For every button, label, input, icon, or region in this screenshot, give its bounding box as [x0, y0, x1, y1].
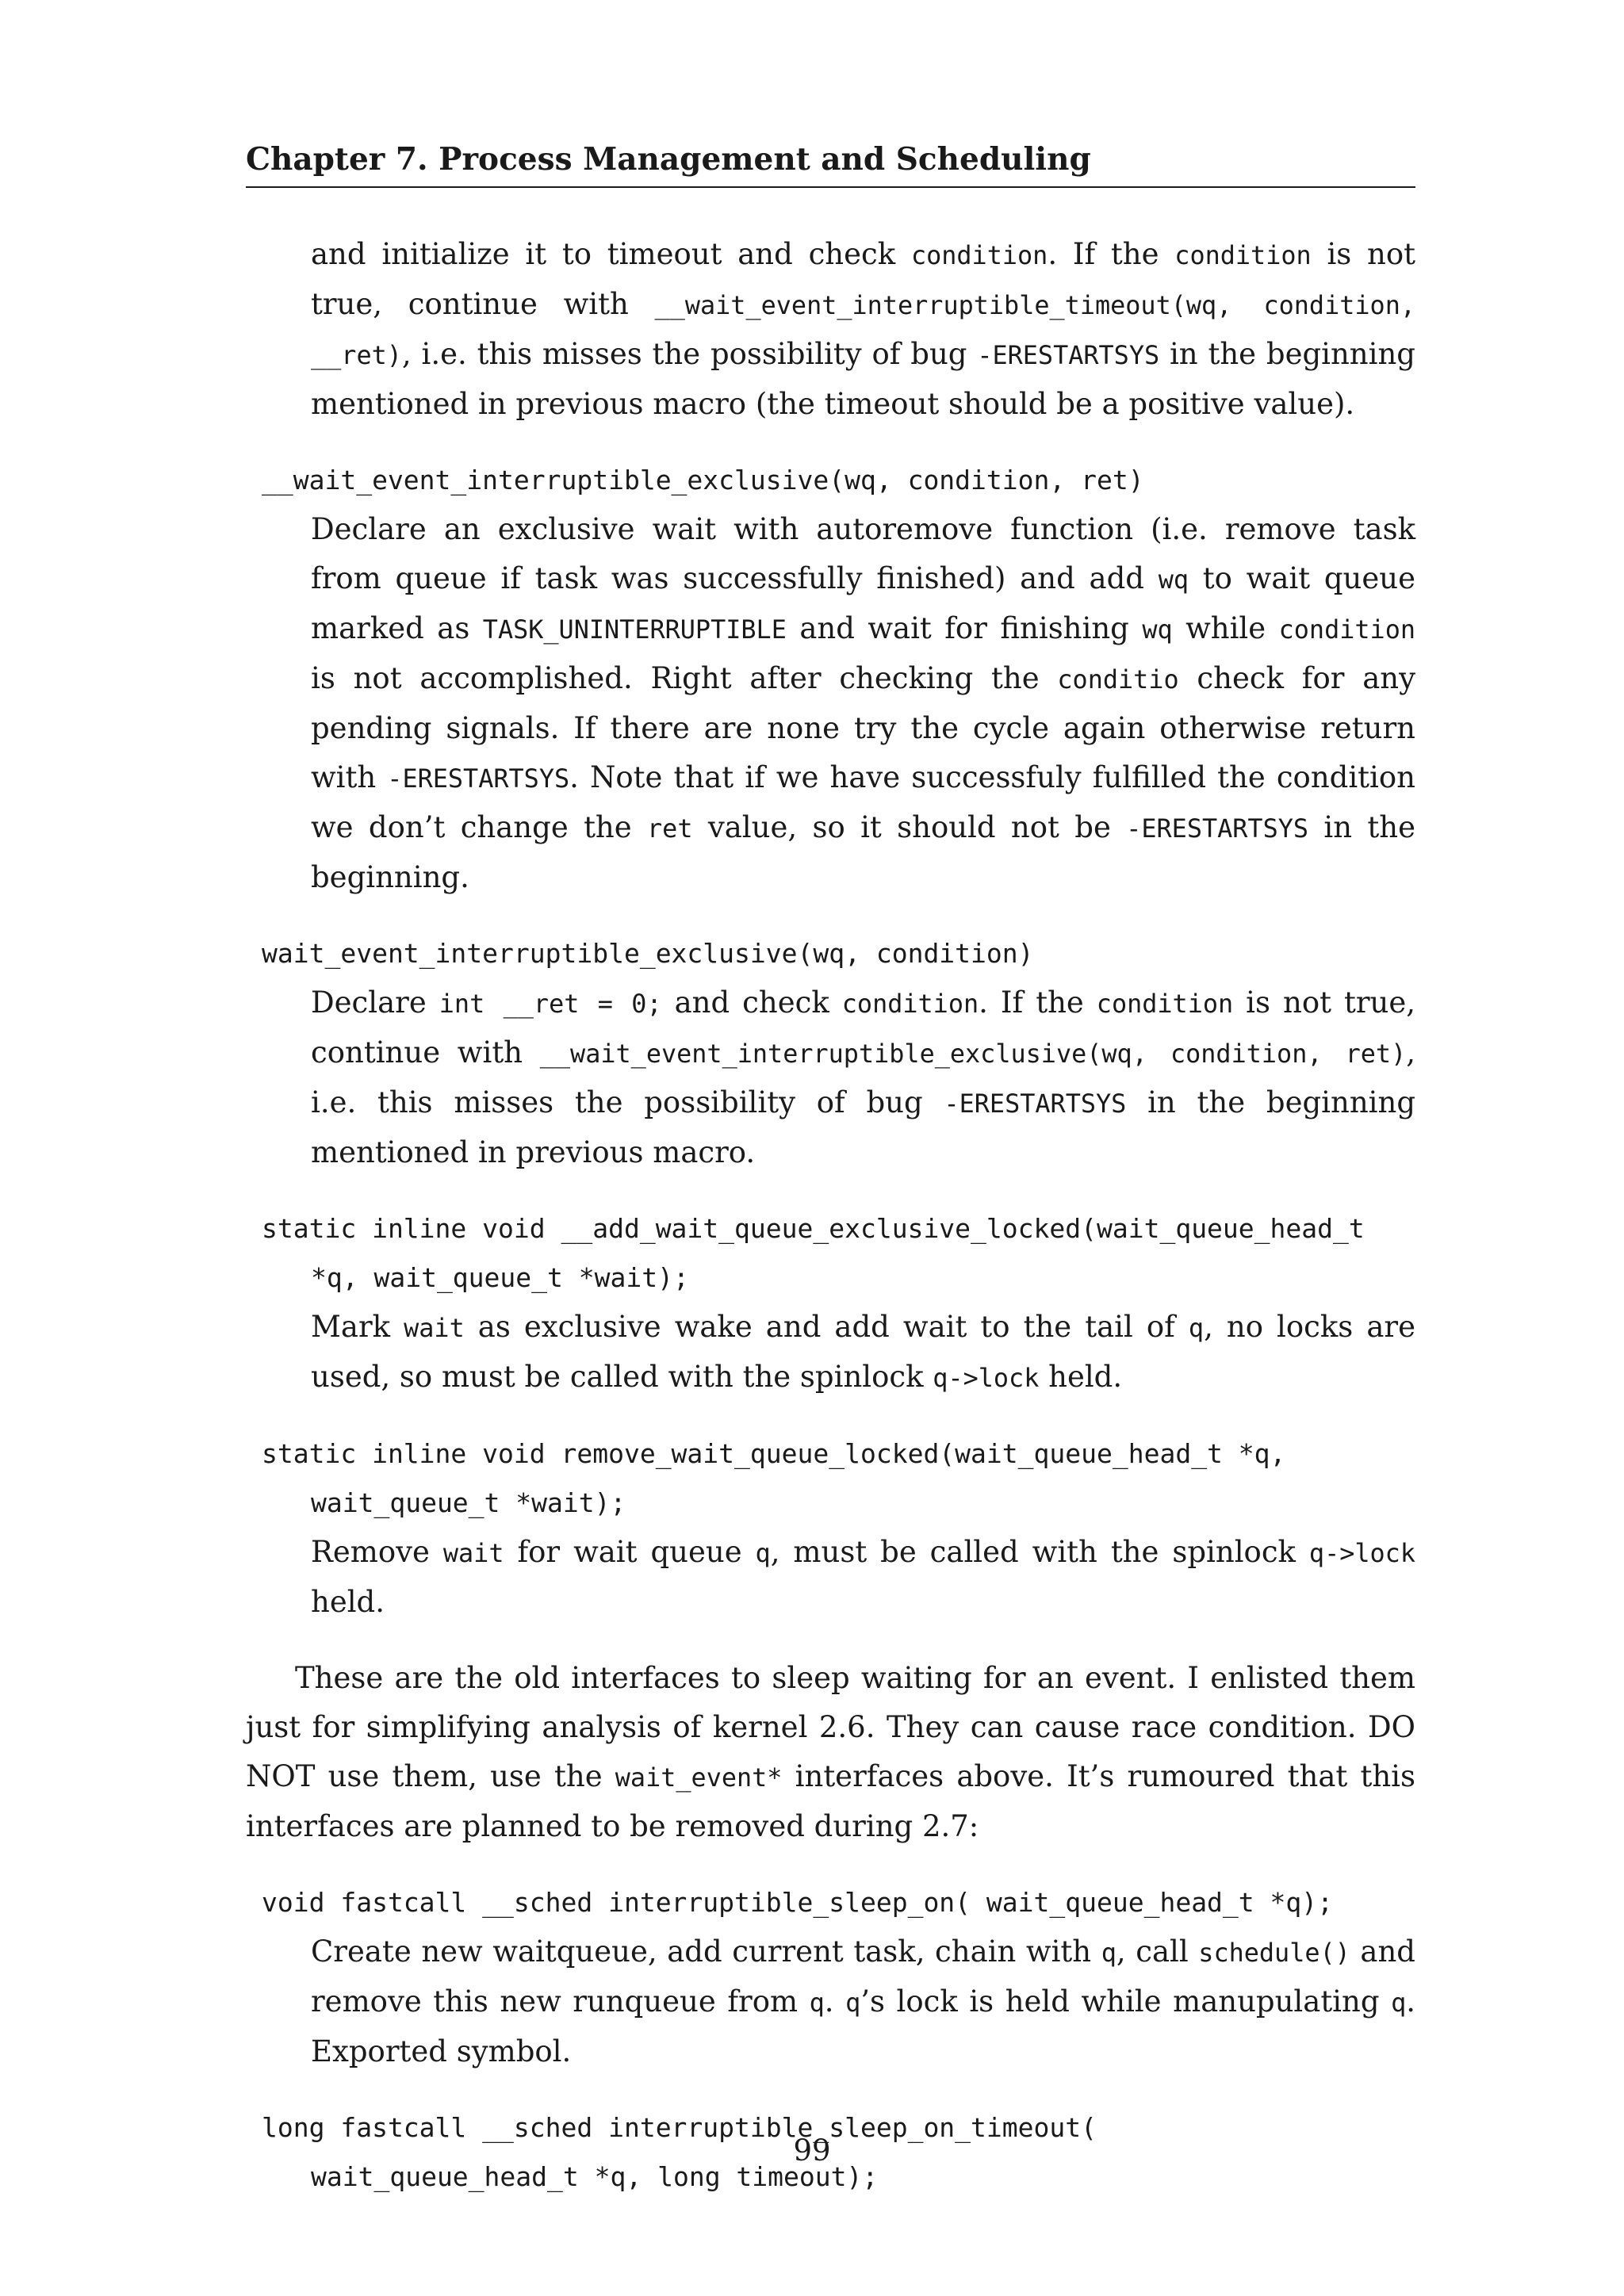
code-run: conditio	[1057, 664, 1179, 695]
code-run: -ERESTARTSYS	[944, 1089, 1127, 1119]
text-run: Create new waitqueue, add current task, chain with	[311, 1934, 1101, 1969]
function-signature-continued: *q, wait_queue_t *wait);	[311, 1262, 689, 1293]
code-run: condition	[1096, 989, 1234, 1019]
function-signature-continued: wait_queue_t *wait);	[311, 1487, 626, 1518]
function-signature: void fastcall __sched interruptible_sleep_on( wait_queue_head_t *q);	[262, 1887, 1334, 1918]
function-signature: __wait_event_interruptible_exclusive(wq, condition, ret)	[262, 465, 1144, 496]
code-run: q	[1391, 1988, 1407, 2018]
text-run: and initialize it to timeout and check	[311, 237, 911, 271]
text-run: check for any pending signals. If there are none try the cycle again otherwise return with	[311, 661, 1415, 794]
text-run: These are the old interfaces to sleep waiting for an event. I enlisted them just for simplifying analysis of kernel 2.6. They can cause race condition. DO NOT use them, use the	[246, 1661, 1415, 1793]
definition-entry	[246, 1429, 1415, 1627]
function-signature: static inline void __add_wait_queue_exclusive_locked(wait_queue_head_t	[262, 1213, 1365, 1244]
code-run: __wait_event_interruptible_timeout(wq, condition, __ret)	[311, 290, 1416, 370]
text-run: , no locks are used, so must be called with the spinlock	[311, 1310, 1415, 1394]
code-run: q->lock	[1308, 1538, 1415, 1568]
text-run: and wait for finishing	[786, 611, 1143, 645]
text-run: Declare	[311, 985, 439, 1020]
body-paragraph	[246, 1654, 1415, 1851]
text-run: and check	[661, 985, 842, 1020]
intro-paragraph	[311, 230, 1415, 429]
text-run: held.	[1039, 1360, 1123, 1394]
text-run: in the beginning mentioned in previous macro.	[311, 1085, 1415, 1169]
code-run: wq	[1158, 564, 1189, 595]
text-run: . Exported symbol.	[311, 1984, 1416, 2068]
page-number: 99	[793, 2133, 831, 2168]
code-run: condition	[841, 989, 979, 1019]
code-run: TASK_UNINTERRUPTIBLE	[482, 614, 787, 645]
text-run: and remove this new runqueue from	[311, 1934, 1415, 2019]
text-run: .	[824, 1984, 846, 2019]
text-run: as exclusive wake and add wait to the tail of	[464, 1310, 1189, 1344]
definition-entry	[246, 929, 1415, 1177]
function-signature: long fastcall __sched interruptible_sleep_on_timeout(	[262, 2112, 1097, 2143]
code-run: q	[1188, 1313, 1205, 1343]
code-run: q	[755, 1538, 771, 1568]
function-description	[311, 1927, 1415, 2076]
code-run: q->lock	[933, 1363, 1040, 1393]
code-run: wait	[442, 1538, 504, 1568]
definition-entry	[246, 456, 1415, 902]
code-run: condition	[1278, 614, 1415, 645]
code-run: q	[1101, 1938, 1116, 1968]
text-run: , i.e. this misses the possibility of bug	[401, 337, 978, 371]
code-run: q	[809, 1988, 825, 2018]
text-run: interfaces above. It’s rumoured that this interfaces are planned to be removed during 2.7:	[246, 1759, 1415, 1843]
text-run: to wait queue marked as	[311, 561, 1416, 645]
text-run: in the beginning.	[311, 810, 1416, 894]
text-run: . If the	[1048, 237, 1175, 271]
function-description	[311, 1528, 1415, 1627]
code-run: schedule()	[1198, 1938, 1350, 1968]
code-run: wq	[1142, 614, 1173, 645]
chapter-title: Chapter 7. Process Management and Scheduling	[246, 141, 1091, 178]
function-description	[311, 1303, 1415, 1402]
text-run: is not true, continue with	[311, 237, 1416, 321]
code-run: wait_event*	[615, 1762, 783, 1793]
code-run: int __ret = 0;	[439, 989, 662, 1019]
text-run: in the beginning mentioned in previous macro (the timeout should be a positive value).	[311, 337, 1415, 421]
text-run: Declare an exclusive wait with autoremove function (i.e. remove task from queue if task was successfully finished) and add	[311, 512, 1415, 595]
text-run: for wait queue	[504, 1535, 756, 1569]
running-header	[246, 139, 1415, 188]
code-run: -ERESTARTSYS	[387, 763, 570, 794]
text-run: , i.e. this misses the possibility of bug	[311, 1035, 1415, 1119]
page-body	[246, 230, 1415, 2202]
code-run: ret	[647, 813, 693, 844]
text-run: , must be called with the spinlock	[770, 1535, 1309, 1569]
text-run: held.	[311, 1585, 385, 1619]
code-run: wait	[404, 1313, 465, 1343]
text-run: is not accomplished. Right after checking the	[311, 661, 1058, 695]
text-run: Remove	[311, 1535, 443, 1569]
function-description	[311, 978, 1415, 1177]
text-run: while	[1172, 611, 1279, 645]
text-run: . Note that if we have successfuly fulfilled the condition we don’t change the	[311, 760, 1415, 844]
text-run: ’s lock is held while manupulating	[860, 1984, 1392, 2019]
definition-entry	[246, 1204, 1415, 1402]
code-run: -ERESTARTSYS	[1126, 813, 1309, 844]
text-run: , call	[1116, 1934, 1199, 1969]
function-signature: wait_event_interruptible_exclusive(wq, condition)	[262, 938, 1034, 969]
code-run: condition	[1174, 240, 1312, 270]
code-run: q	[845, 1988, 861, 2018]
function-description	[311, 505, 1415, 902]
function-signature-continued: wait_queue_head_t *q, long timeout);	[311, 2161, 879, 2192]
code-run: condition	[910, 240, 1048, 270]
code-run: __wait_event_interruptible_exclusive(wq, condition, ret)	[539, 1039, 1407, 1069]
text-run: is not true, continue with	[311, 985, 1415, 1070]
code-run: -ERESTARTSYS	[977, 340, 1160, 370]
text-run: . If the	[979, 985, 1097, 1020]
text-run: Mark	[311, 1310, 404, 1344]
text-run: value, so it should not be	[692, 810, 1127, 844]
definition-entry	[246, 1878, 1415, 2076]
function-signature: static inline void remove_wait_queue_locked(wait_queue_head_t *q,	[262, 1438, 1286, 1469]
